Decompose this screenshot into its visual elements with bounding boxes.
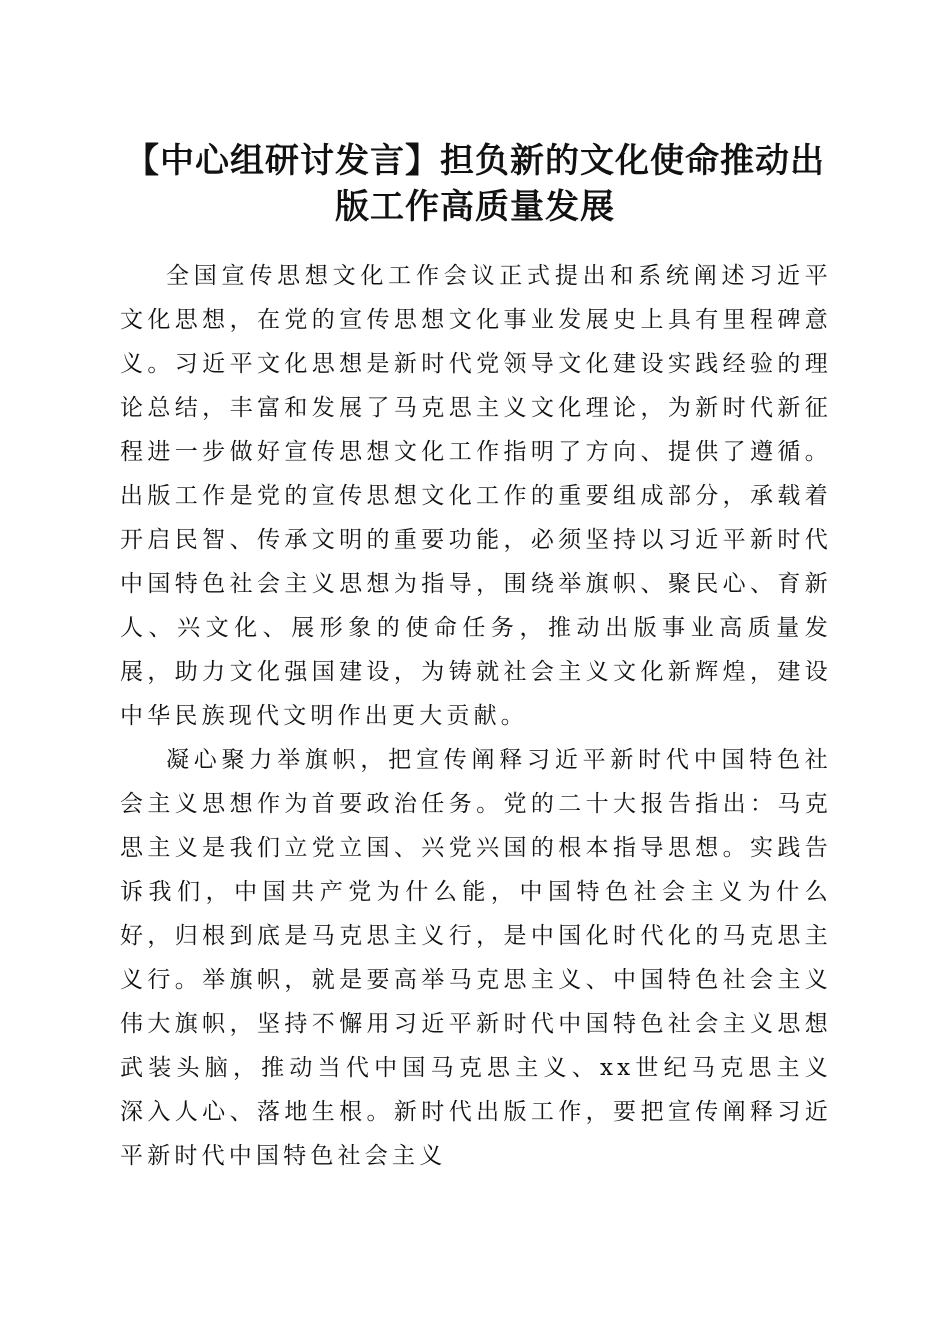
document-body xyxy=(120,254,832,1178)
title-line-2: 版工作高质量发展 xyxy=(335,187,615,227)
paragraph-1: 全国宣传思想文化工作会议正式提出和系统阐述习近平文化思想，在党的宣传思想文化事业发展史上具有里程碑意义。习近平文化思想是新时代党领导文化建设实践经验的理论总结，丰富和发展了马克思主义文化理论，为新时代新征程进一步做好宣传思想文化工作指明了方向、提供了遵循。出版工作是党的宣传思想文化工作的重要组成部分，承载着开启民智、传承文明的重要功能，必须坚持以习近平新时代中国特色社会主义思想为指导，围绕举旗帜、聚民心、育新人、兴文化、展形象的使命任务，推动出版事业高质量发展，助力文化强国建设，为铸就社会主义文化新辉煌，建设中华民族现代文明作出更大贡献。 xyxy=(120,263,832,729)
paragraph-2: 凝心聚力举旗帜，把宣传阐释习近平新时代中国特色社会主义思想作为首要政治任务。党的二十大报告指出：马克思主义是我们立党立国、兴党兴国的根本指导思想。实践告诉我们，中国共产党为什么能，中国特色社会主义为什么好，归根到底是马克思主义行，是中国化时代化的马克思主义行。举旗帜，就是要高举马克思主义、中国特色社会主义伟大旗帜，坚持不懈用习近平新时代中国特色社会主义思想武装头脑，推动当代中国马克思主义、xx世纪马克思主义深入人心、落地生根。新时代出版工作，要把宣传阐释习近平新时代中国特色社会主义 xyxy=(120,747,832,1169)
document-title xyxy=(110,138,840,230)
title-line-1: 【中心组研讨发言】担负新的文化使命推动出 xyxy=(125,141,825,181)
